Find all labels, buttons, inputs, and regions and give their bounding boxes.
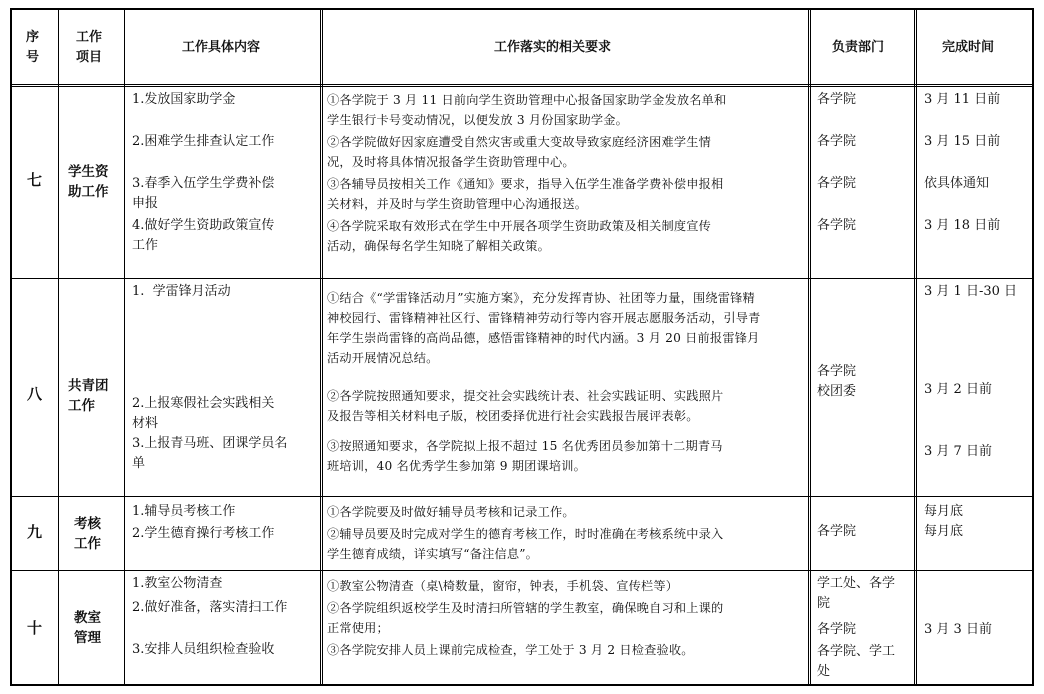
time-text: 3 月 1 日-30 日 (924, 284, 1018, 299)
content-item: 1.辅导员考核工作 (132, 504, 236, 519)
content-item: 1.教室公物清查 (132, 576, 223, 591)
requirement-text: ③各学院安排人员上课前完成检查，学工处于 3 月 2 日检查验收。 (327, 643, 694, 657)
dept-text: 各学院 (817, 92, 857, 107)
requirement-text: ②各学院做好因家庭遭受自然灾害或重大变故导致家庭经济困难学生情 况，及时将具体情况报备学生资助管理中心。 (327, 135, 712, 169)
requirement-text: ③各辅导员按相关工作《通知》要求，指导入伍学生准备学费补偿申报相 关材料，并及时与学生资助管理中心沟通报送。 (327, 177, 724, 211)
requirement-text: ③按照通知要求，各学院拟上报不超过 15 名优秀团员参加第十二期青马 班培训，40 名优秀学生参加第 9 期团课培训。 (327, 439, 723, 473)
time-text: 3 月 3 日前 (924, 622, 992, 637)
row-item: 考核 工作 (74, 516, 101, 552)
content-item: 3.安排人员组织检查验收 (132, 642, 275, 657)
dept-text: 学工处、各学 院 (817, 576, 896, 611)
row-divider (12, 278, 1032, 279)
col-divider (124, 10, 125, 684)
row-seq: 七 (27, 171, 43, 189)
work-plan-table (10, 8, 1034, 686)
content-item: 2.学生德育操行考核工作 (132, 526, 275, 541)
time-text: 依具体通知 (924, 176, 990, 191)
header-seq: 序 号 (26, 30, 40, 65)
content-item: 3.上报青马班、团课学员名 单 (132, 436, 288, 471)
header-requirements: 工作落实的相关要求 (494, 40, 612, 55)
requirement-text: ①结合《“学雷锋活动月”实施方案》，充分发挥青协、社团等力量，围绕雷锋精 神校园行、雷锋精神社区行、雷锋精神劳动行等内容开展志愿服务活动，引导青 年学生崇尚雷锋的高尚品德，感悟雷锋精神的时代内涵。3 月 20 日前报雷锋月 活动开展情况总结。 (327, 291, 761, 365)
header-content: 工作具体内容 (182, 40, 261, 55)
content-item: 1.发放国家助学金 (132, 92, 236, 107)
requirement-text: ②各学院按照通知要求，提交社会实践统计表、社会实践证明、实践照片 及报告等相关材料电子版，校团委择优进行社会实践报告展评表彰。 (327, 389, 724, 423)
row-item: 学生资 助工作 (68, 164, 109, 200)
header-divider (12, 84, 1032, 87)
requirement-text: ②各学院组织返校学生及时清扫所管辖的学生教室，确保晚自习和上课的 正常使用； (327, 601, 724, 635)
content-item: 1. 学雷锋月活动 (132, 284, 231, 299)
col-divider (58, 10, 59, 684)
dept-text: 各学院 校团委 (817, 364, 857, 399)
content-item: 4.做好学生资助政策宣传 工作 (132, 218, 275, 253)
row-divider (12, 570, 1032, 571)
time-text: 3 月 15 日前 (924, 134, 1001, 149)
header-item: 工作 项目 (76, 30, 103, 65)
dept-text: 各学院、学工 处 (817, 644, 896, 679)
time-text: 3 月 7 日前 (924, 444, 992, 459)
header-time: 完成时间 (942, 40, 995, 55)
time-text: 每月底 每月底 (924, 504, 964, 539)
content-item: 3.春季入伍学生学费补偿 申报 (132, 176, 275, 211)
col-divider (914, 10, 917, 684)
dept-text: 各学院 (817, 524, 857, 539)
col-divider (320, 10, 323, 684)
dept-text: 各学院 (817, 176, 857, 191)
requirement-text: ④各学院采取有效形式在学生中开展各项学生资助政策及相关制度宣传 活动，确保每名学生知晓了解相关政策。 (327, 219, 712, 253)
dept-text: 各学院 (817, 218, 857, 233)
row-item: 教室 管理 (74, 610, 101, 646)
row-seq: 九 (27, 523, 43, 541)
requirement-text: ①教室公物清查（桌\椅数量，窗帘，钟表，手机袋、宣传栏等） (327, 579, 679, 593)
col-divider (808, 10, 811, 684)
time-text: 3 月 2 日前 (924, 382, 992, 397)
dept-text: 各学院 (817, 622, 857, 637)
requirement-text: ②辅导员要及时完成对学生的德育考核工作，时时准确在考核系统中录入 学生德育成绩，详实填写“备注信息”。 (327, 527, 724, 561)
header-dept: 负责部门 (832, 40, 885, 55)
requirement-text: ①各学院要及时做好辅导员考核和记录工作。 (327, 505, 575, 519)
time-text: 3 月 18 日前 (924, 218, 1001, 233)
requirement-text: ①各学院于 3 月 11 日前向学生资助管理中心报备国家助学金发放名单和 学生银行卡号变动情况，以便发放 3 月份国家助学金。 (327, 93, 727, 127)
row-divider (12, 496, 1032, 497)
row-item: 共青团 工作 (68, 378, 109, 414)
row-seq: 八 (27, 385, 43, 403)
row-seq: 十 (27, 619, 43, 637)
content-item: 2.上报寒假社会实践相关 材料 (132, 396, 275, 431)
content-item: 2.做好准备，落实清扫工作 (132, 600, 288, 615)
content-item: 2.困难学生排查认定工作 (132, 134, 275, 149)
dept-text: 各学院 (817, 134, 857, 149)
time-text: 3 月 11 日前 (924, 92, 1001, 107)
